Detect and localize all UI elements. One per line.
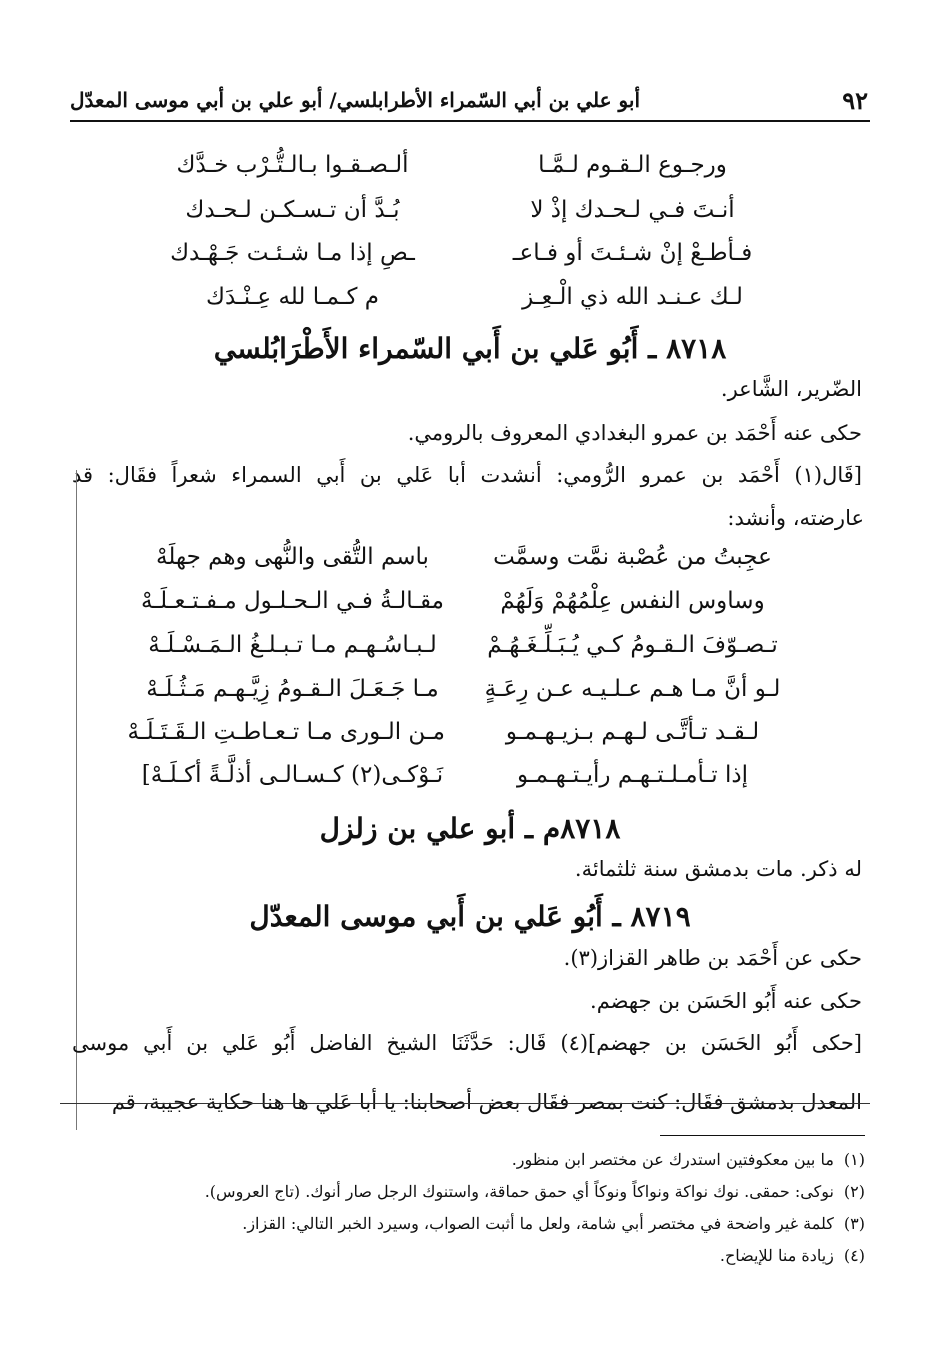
poem1-verse (0, 284, 940, 324)
verse-first-hemistich: عجِبتُ من عُصْبة نمَّت وسمَّت (493, 544, 772, 570)
footnote (720, 1246, 865, 1265)
verse-first-hemistich: لـك عـنـد الله ذي الْـعِـز (522, 284, 743, 310)
poem2-verse (0, 544, 940, 584)
verse-first-hemistich: فـأطـعْ إنْ شـئـتَ أو فـاعـ (512, 240, 753, 266)
poem2-verse (0, 762, 940, 802)
poem2-verse (0, 632, 940, 672)
entry-text-line: حكى عنه أَحْمَد بن عمرو البغدادي المعروف بالرومي. (407, 421, 862, 445)
poem2-verse (0, 719, 940, 759)
footnote-number: (٣) (843, 1214, 865, 1233)
entry-text-line: حكى عن أَحْمَد بن طاهر القزاز(٣). (563, 946, 862, 970)
footnote-text: نوكى: حمقى. نوك نواكة ونواكاً ونوكاً أي حمق حماقة، واستنوك الرجل صار أنوك. (تاج العروس). (204, 1182, 834, 1201)
footnote (242, 1214, 865, 1233)
entry-heading: ٨٧١٩ ـ أَبُو عَلي بن أَبي موسى المعدّل (249, 900, 691, 933)
entry-heading: ٨٧١٨م ـ أبو علي بن زلزل (319, 812, 621, 845)
verse-second-hemistich: ألـصـقـوا بـالـتُّـرْب خـدَّك (176, 152, 409, 178)
verse-first-hemistich: وساوس النفس عِلْمُهُمْ وَلَهُمْ (500, 588, 765, 614)
entry-text-line-struck: المعدل بدمشق فقَال: كنت بمصر فقَال بعض أصحابنا: يا أبا عَلي ها هنا حكاية عجيبة، قم (111, 1090, 862, 1114)
verse-second-hemistich: باسم التُّقى والنُّهى وهم جهلَهْ (156, 544, 429, 570)
footnote (512, 1150, 865, 1169)
entry-text-line: حكى عنه أَبُو الحَسَن بن جهضم. (590, 989, 862, 1013)
verse-second-hemistich: مـا جَـعَـلَ الـقـومُ زِيَّـهـم مَـثُـلَـهْ (146, 676, 439, 702)
poem1-verse (0, 197, 940, 237)
page-number: ٩٢ (842, 86, 868, 115)
verse-first-hemistich: تـصـوّفَ الـقـومُ كـي يُـبَـلِّـغَـهُـمْ (487, 632, 778, 658)
verse-second-hemistich: مقـالـةُ فـي الـحـلـول مـفـتـعـلَـهْ (141, 588, 444, 614)
verse-first-hemistich: لـقـد تـأتَّـى لـهـم بـزيـهـمـو (505, 719, 760, 745)
footnote-number: (١) (843, 1150, 865, 1169)
entry-text-line: له ذكر. مات بدمشق سنة ثلثمائة. (574, 857, 862, 881)
verse-second-hemistich: م كـمـا لله عِـنْـدَك (205, 284, 380, 310)
footnote (205, 1182, 865, 1201)
poem1-verse (0, 152, 940, 192)
header-rule (70, 120, 870, 122)
entry-text-line: [حكى أَبُو الحَسَن بن جهضم](٤) قَال: حَدَّثَنَا الشيخ الفاضل أَبُو عَلي بن أَبي موسى (72, 1031, 862, 1055)
entry-text-line: عارضته، وأنشد: (727, 506, 864, 530)
verse-first-hemistich: لـو أنَّ مـا هـم عـلـيـه عـن رِعَـةٍ (484, 676, 781, 702)
poem2-verse (0, 588, 940, 628)
footnote-number: (٤) (843, 1246, 865, 1265)
footnote-separator (660, 1135, 865, 1136)
verse-second-hemistich: بُـدَّ أن تـسـكـن لـحـدك (185, 197, 400, 223)
entry-heading: ٨٧١٨ ـ أَبُو عَلي بن أَبي السّمراء الأَطْرَابُلسي (213, 332, 727, 365)
verse-second-hemistich: مـن الـورى مـا تـعـاطـتِ الـقَـتَـلَـهْ (127, 719, 445, 745)
strike-line (60, 1103, 870, 1104)
entry-text-line: [قَال(١) أَحْمَد بن عمرو الرُّومي: أنشدت أبا عَلي بن أَبي السمراء شعراً فقَال: قد (72, 463, 862, 487)
footnote-text: كلمة غير واضحة في مختصر أبي شامة، ولعل ما أثبت الصواب، وسيرد الخبر التالي: القزاز. (242, 1214, 834, 1233)
entry-text-line: الضّرير، الشَّاعر. (720, 377, 862, 401)
verse-second-hemistich: لـبـاسُـهـم مـا تـبـلـغُ الـمَـسْـلَـهْ (148, 632, 437, 658)
verse-first-hemistich: ورجـوع الـقـوم لـمَّـا (538, 152, 727, 178)
verse-second-hemistich: نَـوْكـى(٢) كـسـالـى أذلَّـةً أكـلَـهْ] (141, 762, 444, 788)
running-header-title: أبو علي بن أبي السّمراء الأطرابلسي/ أبو علي بن أبي موسى المعدّل (70, 88, 641, 112)
verse-second-hemistich: ـصِ إذا مـا شـئـت جَـهْـدك (170, 240, 415, 266)
footnote-number: (٢) (843, 1182, 865, 1201)
verse-first-hemistich: أنـتَ فـي لـحـدك إذْ لا (530, 197, 735, 223)
footnote-text: زيادة منا للإيضاح. (719, 1246, 834, 1265)
poem2-verse (0, 676, 940, 716)
footnote-text: ما بين معكوفتين استدرك عن مختصر ابن منظور. (511, 1150, 834, 1169)
poem1-verse (0, 240, 940, 280)
verse-first-hemistich: إذا تـأمـلـتـهـم رأيـتـهـمـو (516, 762, 749, 788)
